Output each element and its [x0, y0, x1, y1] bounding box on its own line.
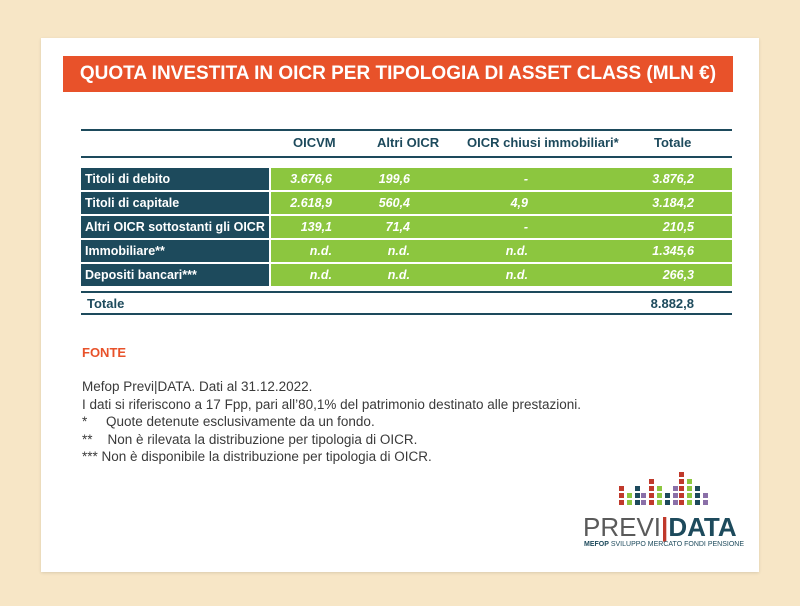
row-values: [271, 216, 732, 238]
row-label: Altri OICR sottostanti gli OICR: [81, 216, 269, 238]
value-altri-oicr: 71,4: [385, 220, 410, 234]
total-top-line: [81, 291, 732, 293]
logo-data: DATA: [668, 512, 737, 542]
value-oicr-chiusi: -: [523, 172, 528, 186]
row-values: [271, 264, 732, 286]
table-row: [81, 264, 732, 286]
value-totale: 3.876,2: [652, 172, 694, 186]
value-totale: 210,5: [662, 220, 694, 234]
row-label: Depositi bancari***: [81, 264, 269, 286]
note-line: I dati si riferiscono a 17 Fpp, pari all’80,1% del patrimonio destinato alle prestazioni.: [82, 396, 582, 412]
note-line: ** Non è rilevata la distribuzione per tipologia di OICR.: [82, 431, 418, 447]
row-label: Titoli di capitale: [81, 192, 269, 214]
value-oicvm: 2.618,9: [290, 196, 332, 210]
logo-bars-icon: [581, 470, 741, 514]
logo-tag-bold: MEFOP: [584, 541, 609, 548]
value-totale: 3.184,2: [652, 196, 694, 210]
logo-bar: |: [661, 512, 669, 542]
total-label: Totale: [87, 296, 125, 311]
column-header-totale: Totale: [654, 135, 692, 150]
value-altri-oicr: 199,6: [378, 172, 410, 186]
row-values: [271, 240, 732, 262]
total-value: 8.882,8: [650, 296, 694, 311]
header-top-line: [81, 129, 732, 131]
row-label: Immobiliare**: [81, 240, 269, 262]
value-totale: 1.345,6: [652, 244, 694, 258]
row-values: [271, 168, 732, 190]
column-header-altri-oicr: Altri OICR: [377, 135, 440, 150]
row-values: [271, 192, 732, 214]
column-header-oicvm: OICVM: [293, 135, 336, 150]
table-row: [81, 192, 732, 214]
note-line: * Quote detenute esclusivamente da un fondo.: [82, 414, 375, 429]
value-oicr-chiusi: -: [523, 220, 528, 234]
value-oicvm: n.d.: [309, 244, 332, 258]
report-card: [41, 38, 759, 572]
value-oicr-chiusi: n.d.: [505, 244, 528, 258]
row-label: Titoli di debito: [81, 168, 269, 190]
column-header-oicr-chiusi: OICR chiusi immobiliari*: [467, 135, 619, 150]
fonte-heading: FONTE: [82, 345, 127, 360]
table-row: [81, 168, 732, 190]
value-oicvm: 3.676,6: [290, 172, 332, 186]
value-totale: 266,3: [662, 268, 694, 282]
value-altri-oicr: n.d.: [387, 244, 410, 258]
note-line: Mefop Previ|DATA. Dati al 31.12.2022.: [82, 379, 313, 394]
logo-tag-rest: SVILUPPO MERCATO FONDI PENSIONE: [608, 541, 744, 548]
value-altri-oicr: n.d.: [387, 268, 410, 282]
logo-wordmark: [583, 512, 737, 543]
logo-previ: PREVI: [583, 512, 662, 542]
source-notes: [82, 378, 581, 466]
header-bottom-line: [81, 156, 732, 158]
page-title: QUOTA INVESTITA IN OICR PER TIPOLOGIA DI ASSET CLASS (MLN €): [63, 56, 733, 92]
value-oicr-chiusi: n.d.: [505, 268, 528, 282]
value-oicvm: 139,1: [300, 220, 332, 234]
value-oicr-chiusi: 4,9: [510, 196, 528, 210]
logo-tagline: [584, 541, 744, 548]
value-oicvm: n.d.: [309, 268, 332, 282]
previdata-logo: [581, 470, 744, 550]
table-row: [81, 216, 732, 238]
note-line: *** Non è disponibile la distribuzione per tipologia di OICR.: [82, 449, 432, 464]
total-bottom-line: [81, 313, 732, 315]
value-altri-oicr: 560,4: [378, 196, 410, 210]
table-row: [81, 240, 732, 262]
